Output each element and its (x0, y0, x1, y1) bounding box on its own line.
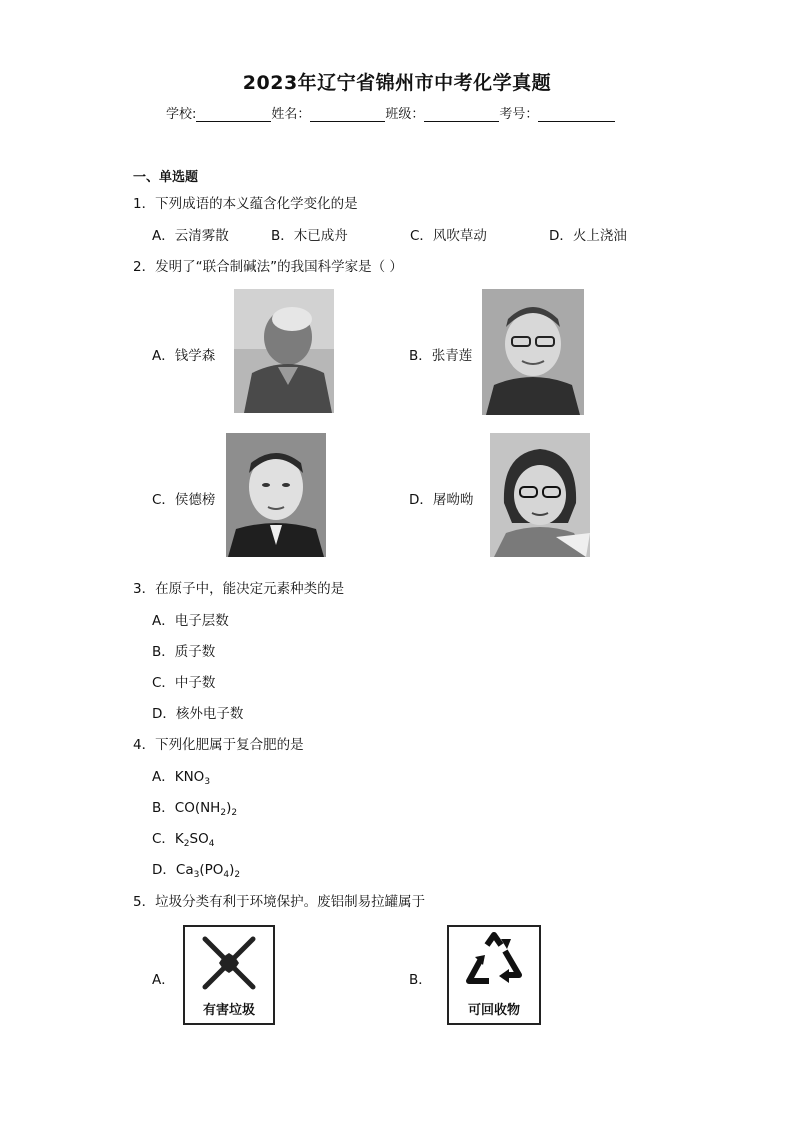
class-label: 班级： (385, 107, 425, 122)
exam-number-label: 考号： (499, 107, 539, 122)
class-field[interactable] (424, 107, 499, 122)
question-number: 1． (133, 196, 156, 212)
q1-option-c: C．风吹草动 (410, 228, 487, 244)
question-stem: 下列化肥属于复合肥的是 (155, 737, 304, 753)
q1-option-a: A．云清雾散 (152, 228, 229, 244)
portrait-photo-icon (234, 289, 334, 413)
section-heading: 一、单选题 (133, 170, 199, 185)
question-1 (133, 192, 358, 212)
hazardous-waste-bin (183, 925, 275, 1025)
q4-option-c: C．$K_2SO_4$ (152, 831, 215, 849)
question-stem: 下列成语的本义蕴含化学变化的是 (155, 196, 358, 212)
q1-option-d: D．火上浇油 (549, 228, 627, 244)
portrait-photo-icon (490, 433, 590, 557)
q2-option-c: C．侯德榜 (152, 492, 216, 508)
q3-option-c: C．中子数 (152, 675, 216, 691)
q4-option-b: B．$CO(NH_2)_2$ (152, 800, 238, 818)
portrait-photo-b (482, 289, 584, 415)
school-field[interactable] (196, 107, 271, 122)
question-2 (133, 255, 403, 275)
q1-option-b: B．木已成舟 (271, 228, 348, 244)
q3-option-b: B．质子数 (152, 644, 216, 660)
question-5 (133, 890, 425, 910)
recycle-icon (449, 927, 539, 997)
question-stem: 垃圾分类有利于环境保护。废铝制易拉罐属于 (155, 894, 426, 910)
q5-option-a: A． (152, 972, 175, 988)
q3-option-d: D．核外电子数 (152, 706, 244, 722)
exam-number-field[interactable] (538, 107, 615, 122)
page-title: 2023年辽宁省锦州市中考化学真题 (242, 72, 552, 94)
q2-option-a: A．钱学森 (152, 348, 216, 364)
question-4 (133, 733, 304, 753)
q4-option-a: A．$KNO_3$ (152, 769, 211, 787)
portrait-photo-d (490, 433, 590, 557)
question-number: 2． (133, 259, 156, 275)
bin-label: 有害垃圾 (202, 1003, 255, 1018)
q5-option-b: B． (409, 972, 432, 988)
student-info-row (166, 103, 615, 122)
question-3 (133, 577, 344, 597)
school-label: 学校: (166, 107, 197, 122)
question-stem: 发明了“联合制碱法”的我国科学家是（ ） (155, 259, 403, 275)
q2-option-b: B．张青莲 (409, 348, 473, 364)
question-number: 5． (133, 894, 156, 910)
recyclable-waste-bin (447, 925, 541, 1025)
portrait-photo-a (234, 289, 334, 413)
name-label: 姓名： (271, 107, 311, 122)
portrait-photo-c (226, 433, 326, 557)
portrait-photo-icon (226, 433, 326, 557)
name-field[interactable] (310, 107, 385, 122)
question-number: 3． (133, 581, 156, 597)
q4-option-d: D．$Ca_3(PO_4)_2$ (152, 862, 241, 880)
question-number: 4． (133, 737, 156, 753)
hazard-cross-icon (185, 927, 273, 997)
bin-label: 可回收物 (467, 1003, 520, 1018)
q3-option-a: A．电子层数 (152, 613, 229, 629)
portrait-photo-icon (482, 289, 584, 415)
q2-option-d: D．屠呦呦 (409, 492, 474, 508)
question-stem: 在原子中，能决定元素种类的是 (155, 581, 345, 597)
